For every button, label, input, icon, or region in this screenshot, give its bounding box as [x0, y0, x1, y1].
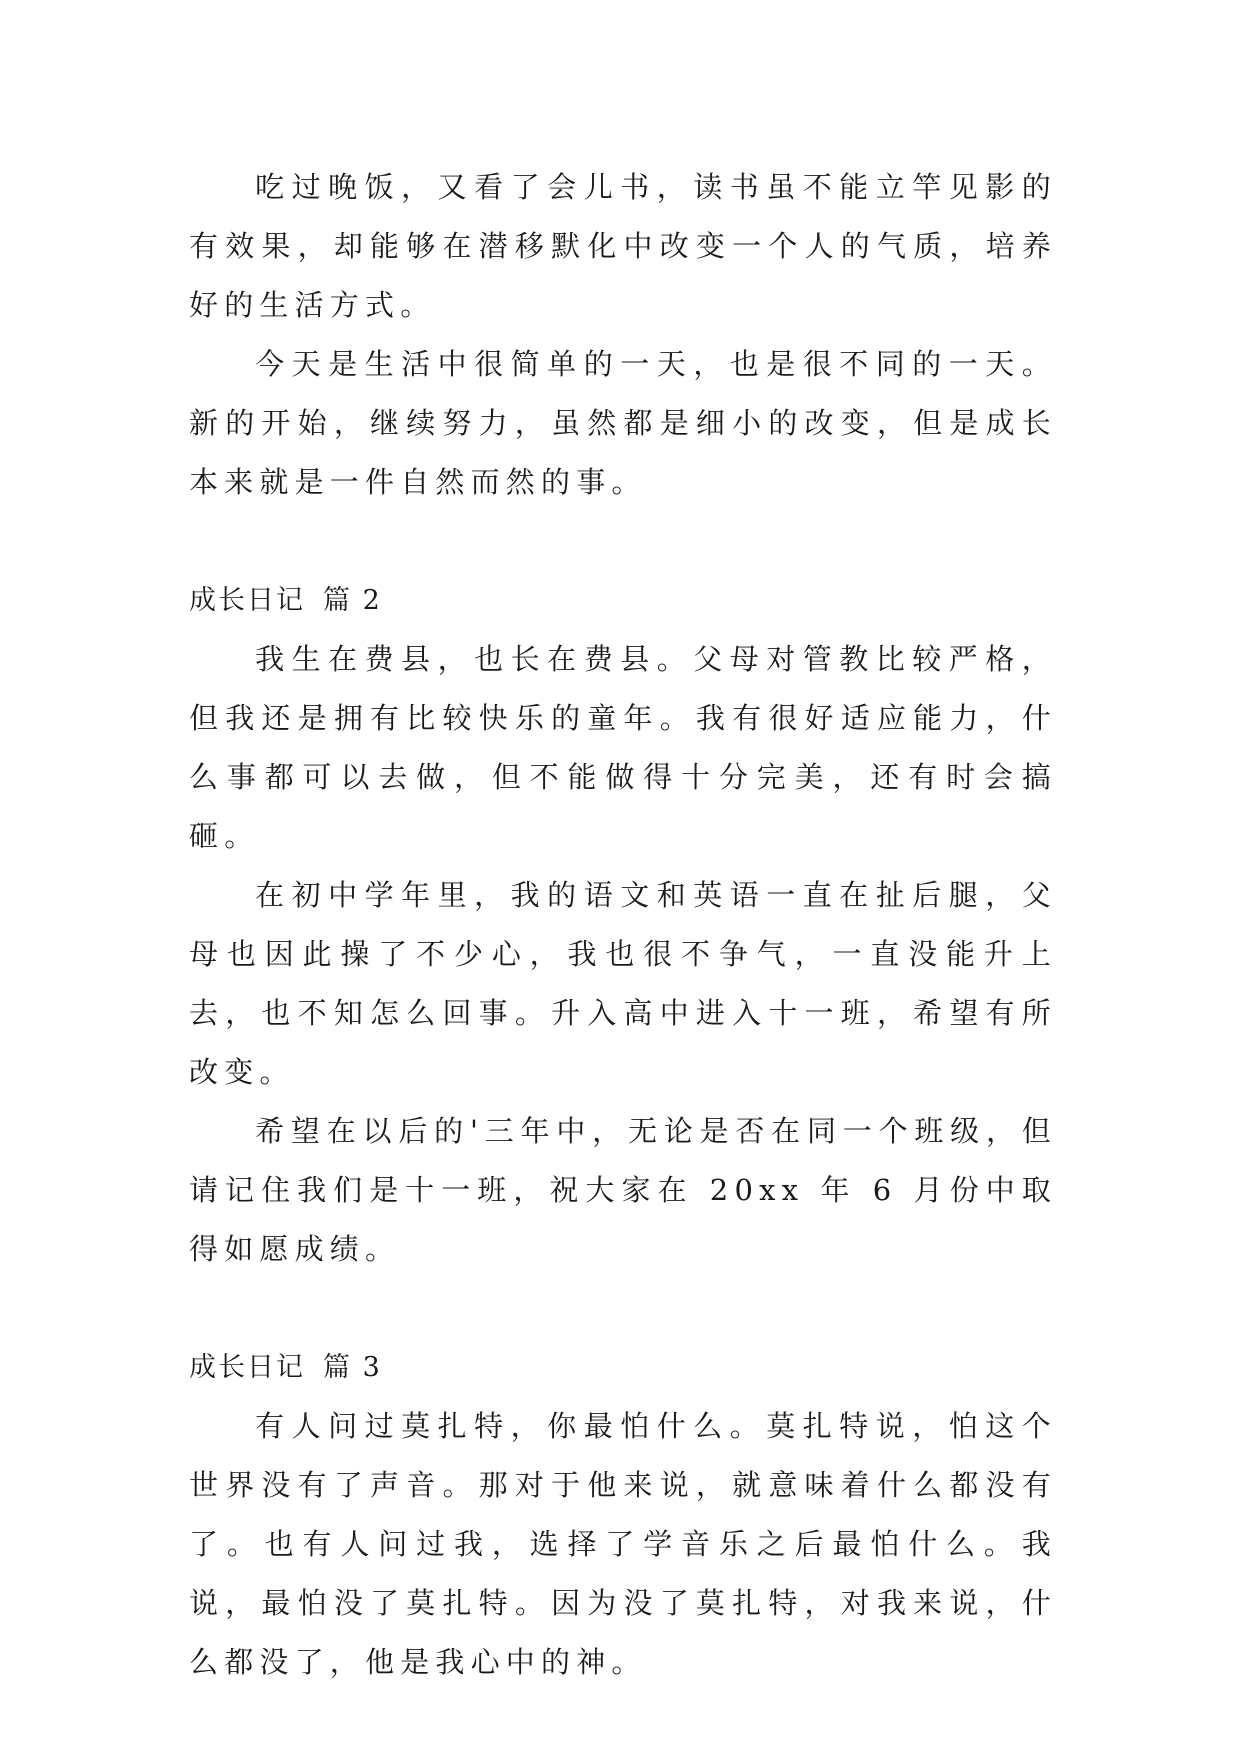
heading-title: 成长日记: [189, 585, 305, 616]
section-2: [189, 571, 1057, 1279]
paragraph: 我生在费县，也长在费县。父母对管教比较严格，但我还是拥有比较快乐的童年。我有很好适应能力，什么事都可以去做，但不能做得十分完美，还有时会搞砸。: [189, 642, 1057, 853]
paragraph: 希望在以后的'三年中，无论是否在同一个班级，但请记住我们是十一班，祝大家在 20xx 年 6 月份中取得如愿成绩。: [189, 1114, 1057, 1266]
paragraph: 有人问过莫扎特，你最怕什么。莫扎特说，怕这个世界没有了声音。那对于他来说，就意味着什么都没有了。也有人问过我，选择了学音乐之后最怕什么。我说，最怕没了莫扎特。因为没了莫扎特，对我来说，什么都没了，他是我心中的神。: [189, 1409, 1057, 1679]
section-heading: [189, 571, 1057, 630]
section-3: [189, 1338, 1057, 1692]
heading-part: 篇 2: [323, 585, 382, 616]
document-body: [189, 158, 1057, 1692]
section-heading: [189, 1338, 1057, 1397]
heading-part: 篇 3: [323, 1352, 382, 1383]
paragraph: 今天是生活中很简单的一天，也是很不同的一天。新的开始，继续努力，虽然都是细小的改变，但是成长本来就是一件自然而然的事。: [189, 347, 1057, 499]
heading-title: 成长日记: [189, 1352, 305, 1383]
paragraph: 吃过晚饭，又看了会儿书，读书虽不能立竿见影的有效果，却能够在潜移默化中改变一个人的气质，培养好的生活方式。: [189, 170, 1057, 322]
paragraph: 在初中学年里，我的语文和英语一直在扯后腿，父母也因此操了不少心，我也很不争气，一直没能升上去，也不知怎么回事。升入高中进入十一班，希望有所改变。: [189, 878, 1057, 1089]
section-1: [189, 158, 1057, 512]
